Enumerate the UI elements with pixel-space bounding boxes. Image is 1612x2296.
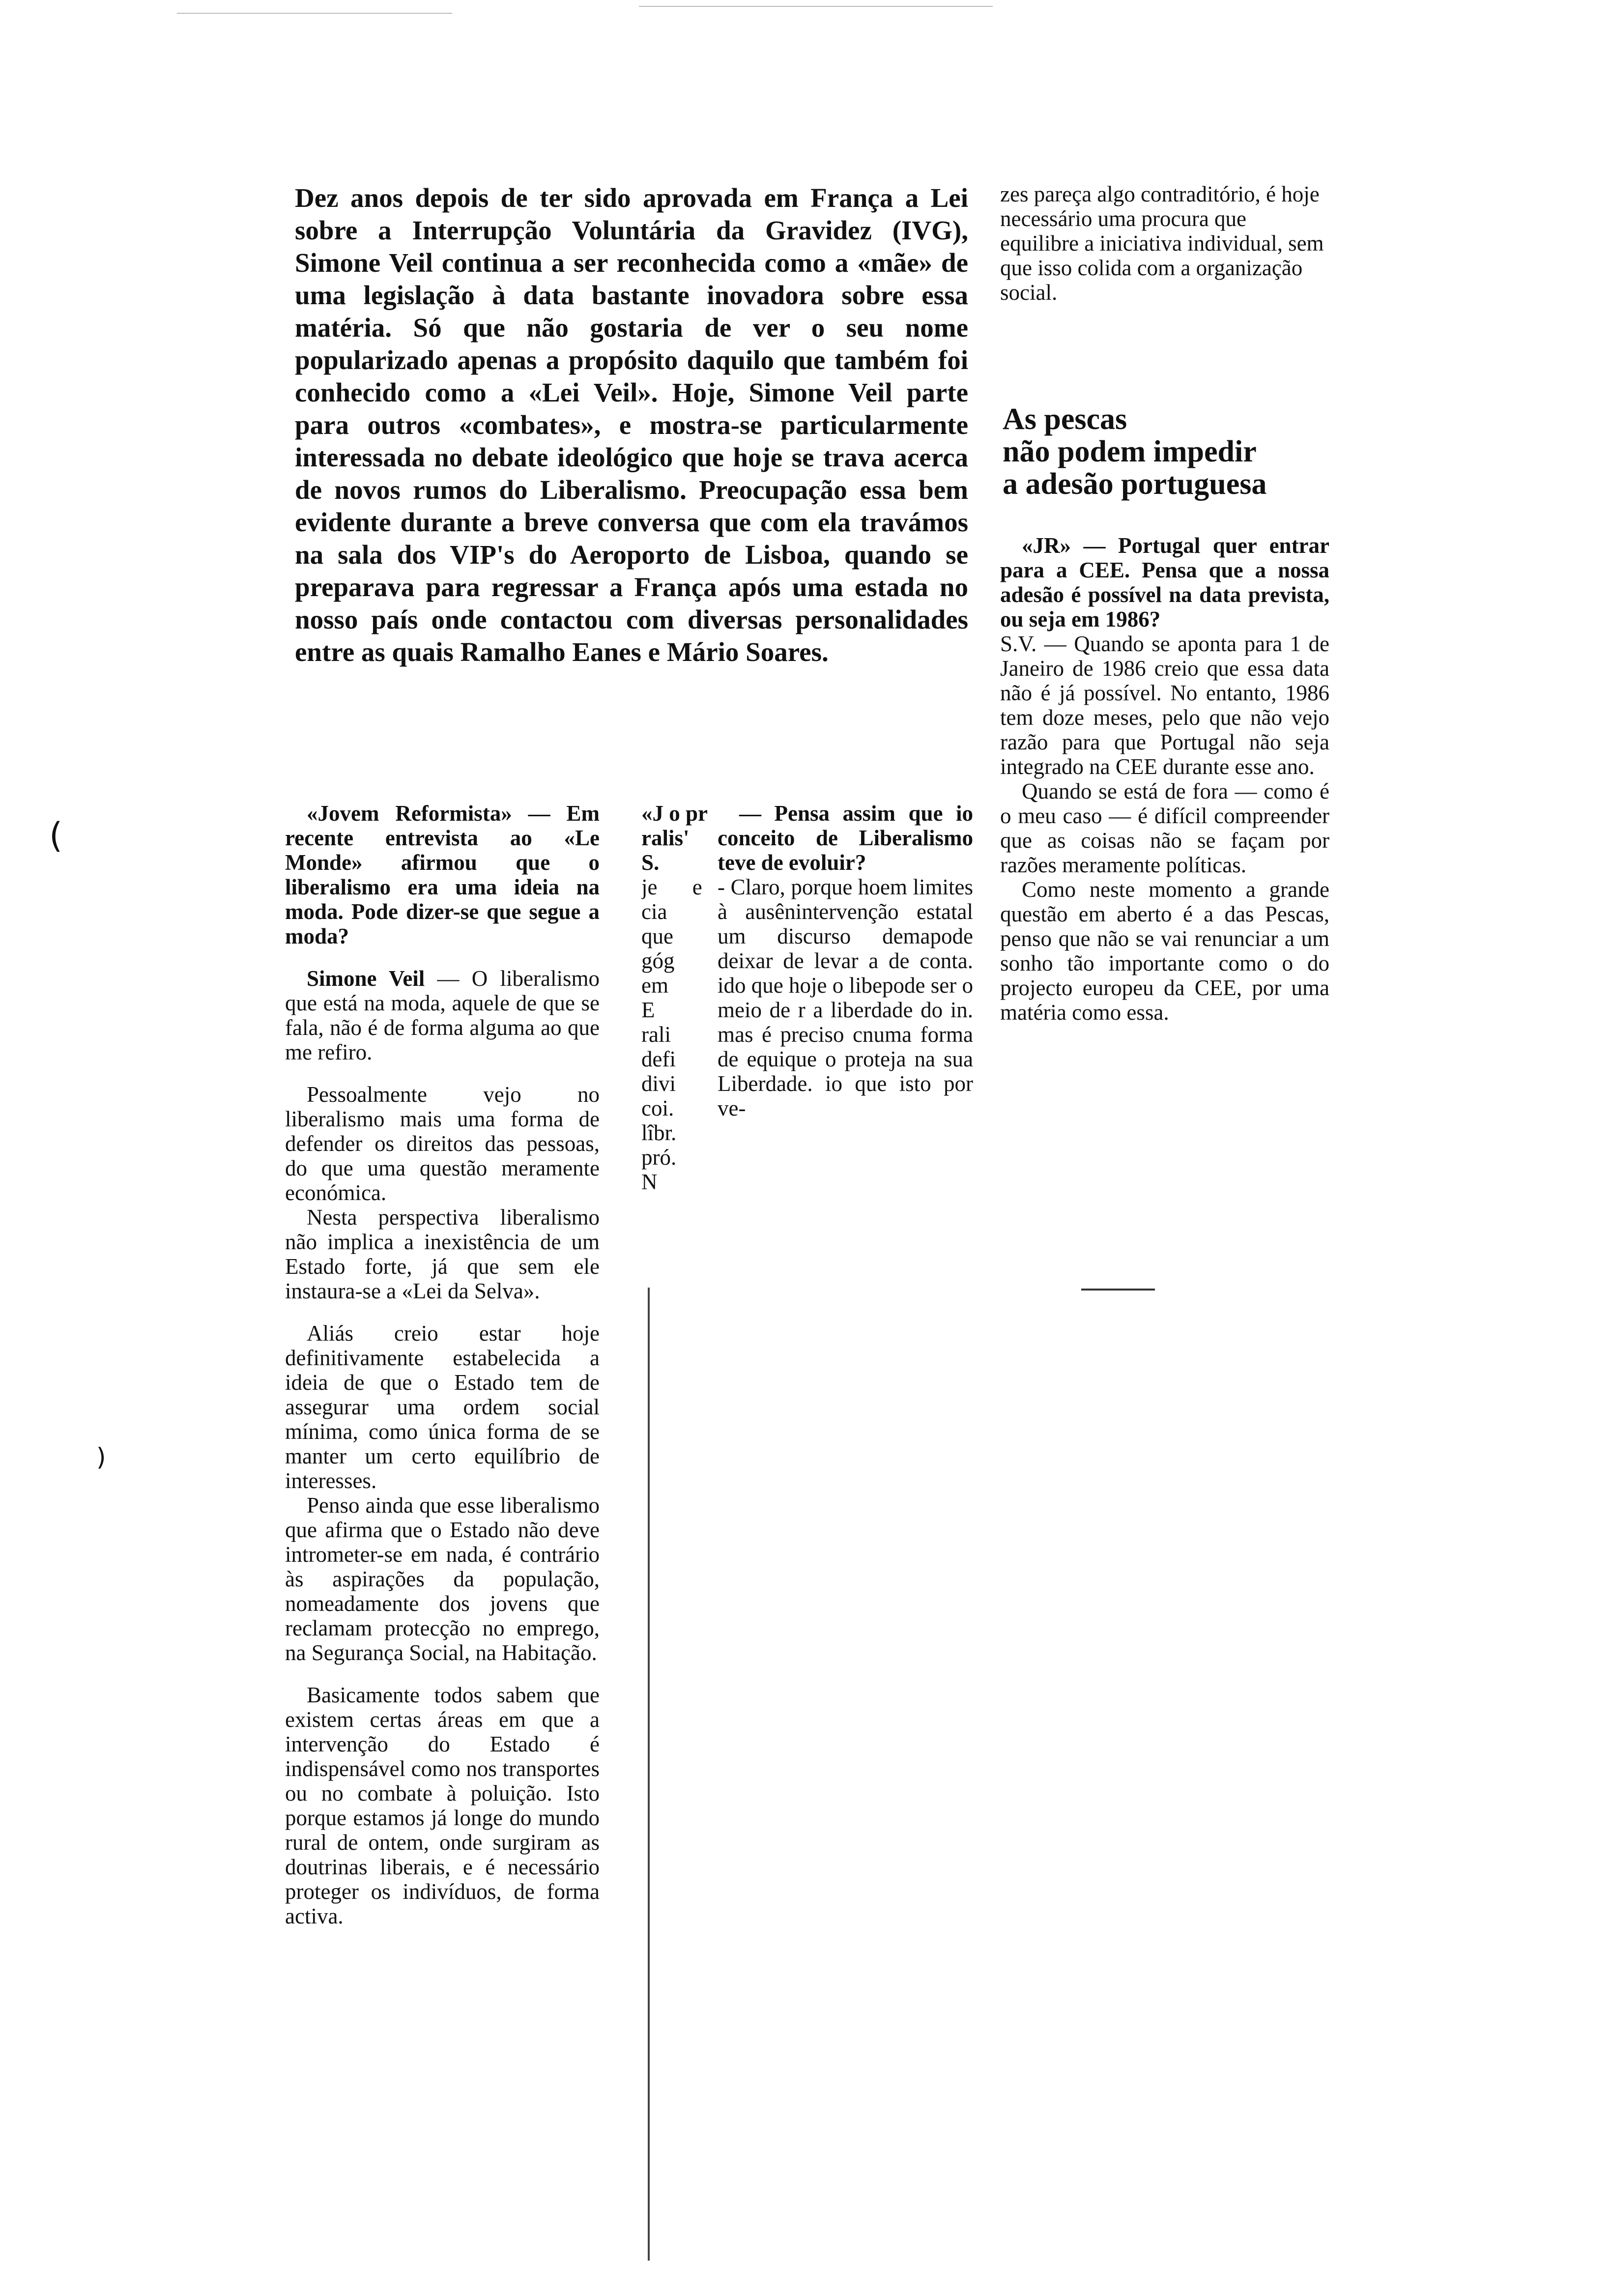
column-divider (648, 1288, 650, 2261)
question-fragment: «J o pr ralis' (641, 801, 708, 850)
scan-mark-left-top: ( (49, 815, 63, 856)
column-4-top (1000, 182, 1329, 305)
lede-paragraph: Dez anos depois de ter sido aprovada em França a Lei sobre a Interrupção Voluntária da Gravidez (IVG), Simone Veil continua a ser reconhecida como a «mãe» de uma legislação à data bastante inovadora sobre essa matéria. Só que não gostaria de ver o seu nome popularizado apenas a propósito daquilo que também foi conhecido como a «Lei Veil». Hoje, Simone Veil parte para outros «combates», e mostra-se particularmente interessada no debate ideológico que hoje se trava acerca de novos rumos do Liberalismo. Preocupação essa bem evidente durante a breve conversa que com ela travámos na sala dos VIP's do Aeroporto de Lisboa, quando se preparava para regressar a França após uma estada no nosso país onde contactou com diversas personalidades entre as quais Ramalho Eanes e Mário Soares. (295, 183, 968, 667)
scan-mark-left-bottom: ) (96, 1443, 106, 1471)
paragraph: Penso ainda que esse liberalismo que afirma que o Estado não deve intrometer-se em nada, é contrário às aspirações da população, nomeadamente dos jovens que reclamam protecção no emprego, na Segurança Social, na Habitação. (285, 1493, 600, 1665)
scan-top-line-2 (639, 6, 993, 7)
answer-liberalismo-moda (285, 966, 600, 1064)
question-liberalismo-moda: «Jovem Reformista» — Em recente entrevista ao «Le Monde» afirmou que o liberalismo era uma ideia na moda. Pode dizer-se que segue a moda? (285, 801, 600, 948)
section-headline (1003, 403, 1347, 500)
answer-cee (1000, 631, 1329, 779)
scan-top-line (177, 13, 452, 14)
column-4-body (1000, 533, 1329, 1025)
paragraph: Pessoalmente vejo no liberalismo mais uma forma de defender os direitos das pessoas, do que uma questão meramente económica. (285, 1082, 600, 1205)
end-rule (1081, 1289, 1155, 1291)
question-cee: «JR» — Portugal quer entrar para a CEE. Pensa que a nossa adesão é possível na data prevista, ou seja em 1986? (1000, 533, 1329, 631)
paragraph: Como neste momento a grande questão em aberto é a das Pescas, penso que não se vai renunciar a um sonho tão importante como o do projecto europeu da CEE, por uma matéria como essa. (1000, 877, 1329, 1025)
text-fragment: - Claro, porque hoem limites à ausênintervenção estatal um discurso demapode deixar de levar a de conta. ido que hoje o libepode ser o meio de r a liberdade do in. mas é preciso cnuma forma de equique o proteja na sua Liberdade. io que isto por ve- (718, 875, 973, 1120)
paragraph: Basicamente todos sabem que existem certas áreas em que a intervenção do Estado é indispensável como nos transportes ou no combate à poluição. Isto porque estamos já longe do mundo rural de ontem, onde surgiram as doutrinas liberais, e é necessário proteger os indivíduos, de forma activa. (285, 1683, 600, 1928)
column-2-fragment (641, 801, 715, 1268)
paragraph: Quando se está de fora — como é o meu caso — é difícil compreender que as coisas não se façam por razões meramente políticas. (1000, 779, 1329, 877)
text-fragment: je e cia que góg em E rali defi divi coi. lîbr. pró. N (641, 875, 702, 1194)
paragraph-continuation: zes pareça algo contraditório, é hoje necessário uma procura que equilibre a iniciativa individual, sem que isso colida com a organização social. (1000, 182, 1324, 305)
paragraph: Aliás creio estar hoje definitivamente estabelecida a ideia de que o Estado tem de assegurar uma ordem social mínima, como única forma de se manter um certo equilíbrio de interesses. (285, 1321, 600, 1493)
headline-line: não podem impedir (1003, 435, 1257, 468)
column-1 (285, 801, 600, 1928)
answer-label-fragment: S. (641, 850, 660, 875)
answer-text: — O liberalismo que está na moda, aquele de que se fala, não é de forma alguma ao que me refiro. (285, 966, 600, 1064)
question-conceito-liberalismo: — Pensa assim que io conceito de Liberalismo teve de evoluir? (718, 801, 973, 875)
answer-label: Simone Veil (307, 966, 425, 991)
paragraph: Nesta perspectiva liberalismo não implica a inexistência de um Estado forte, já que sem ele instaura-se a «Lei da Selva». (285, 1205, 600, 1303)
column-3-fragment (718, 801, 973, 1120)
answer-label: S.V. (1000, 631, 1037, 656)
headline-line: As pescas (1003, 402, 1127, 436)
answer-text: — Quando se aponta para 1 de Janeiro de 1986 creio que essa data não é já possível. No entanto, 1986 tem doze meses, pelo que não vejo razão para que Portugal não seja integrado na CEE durante esse ano. (1000, 631, 1330, 779)
headline-line: a adesão portuguesa (1003, 467, 1267, 501)
